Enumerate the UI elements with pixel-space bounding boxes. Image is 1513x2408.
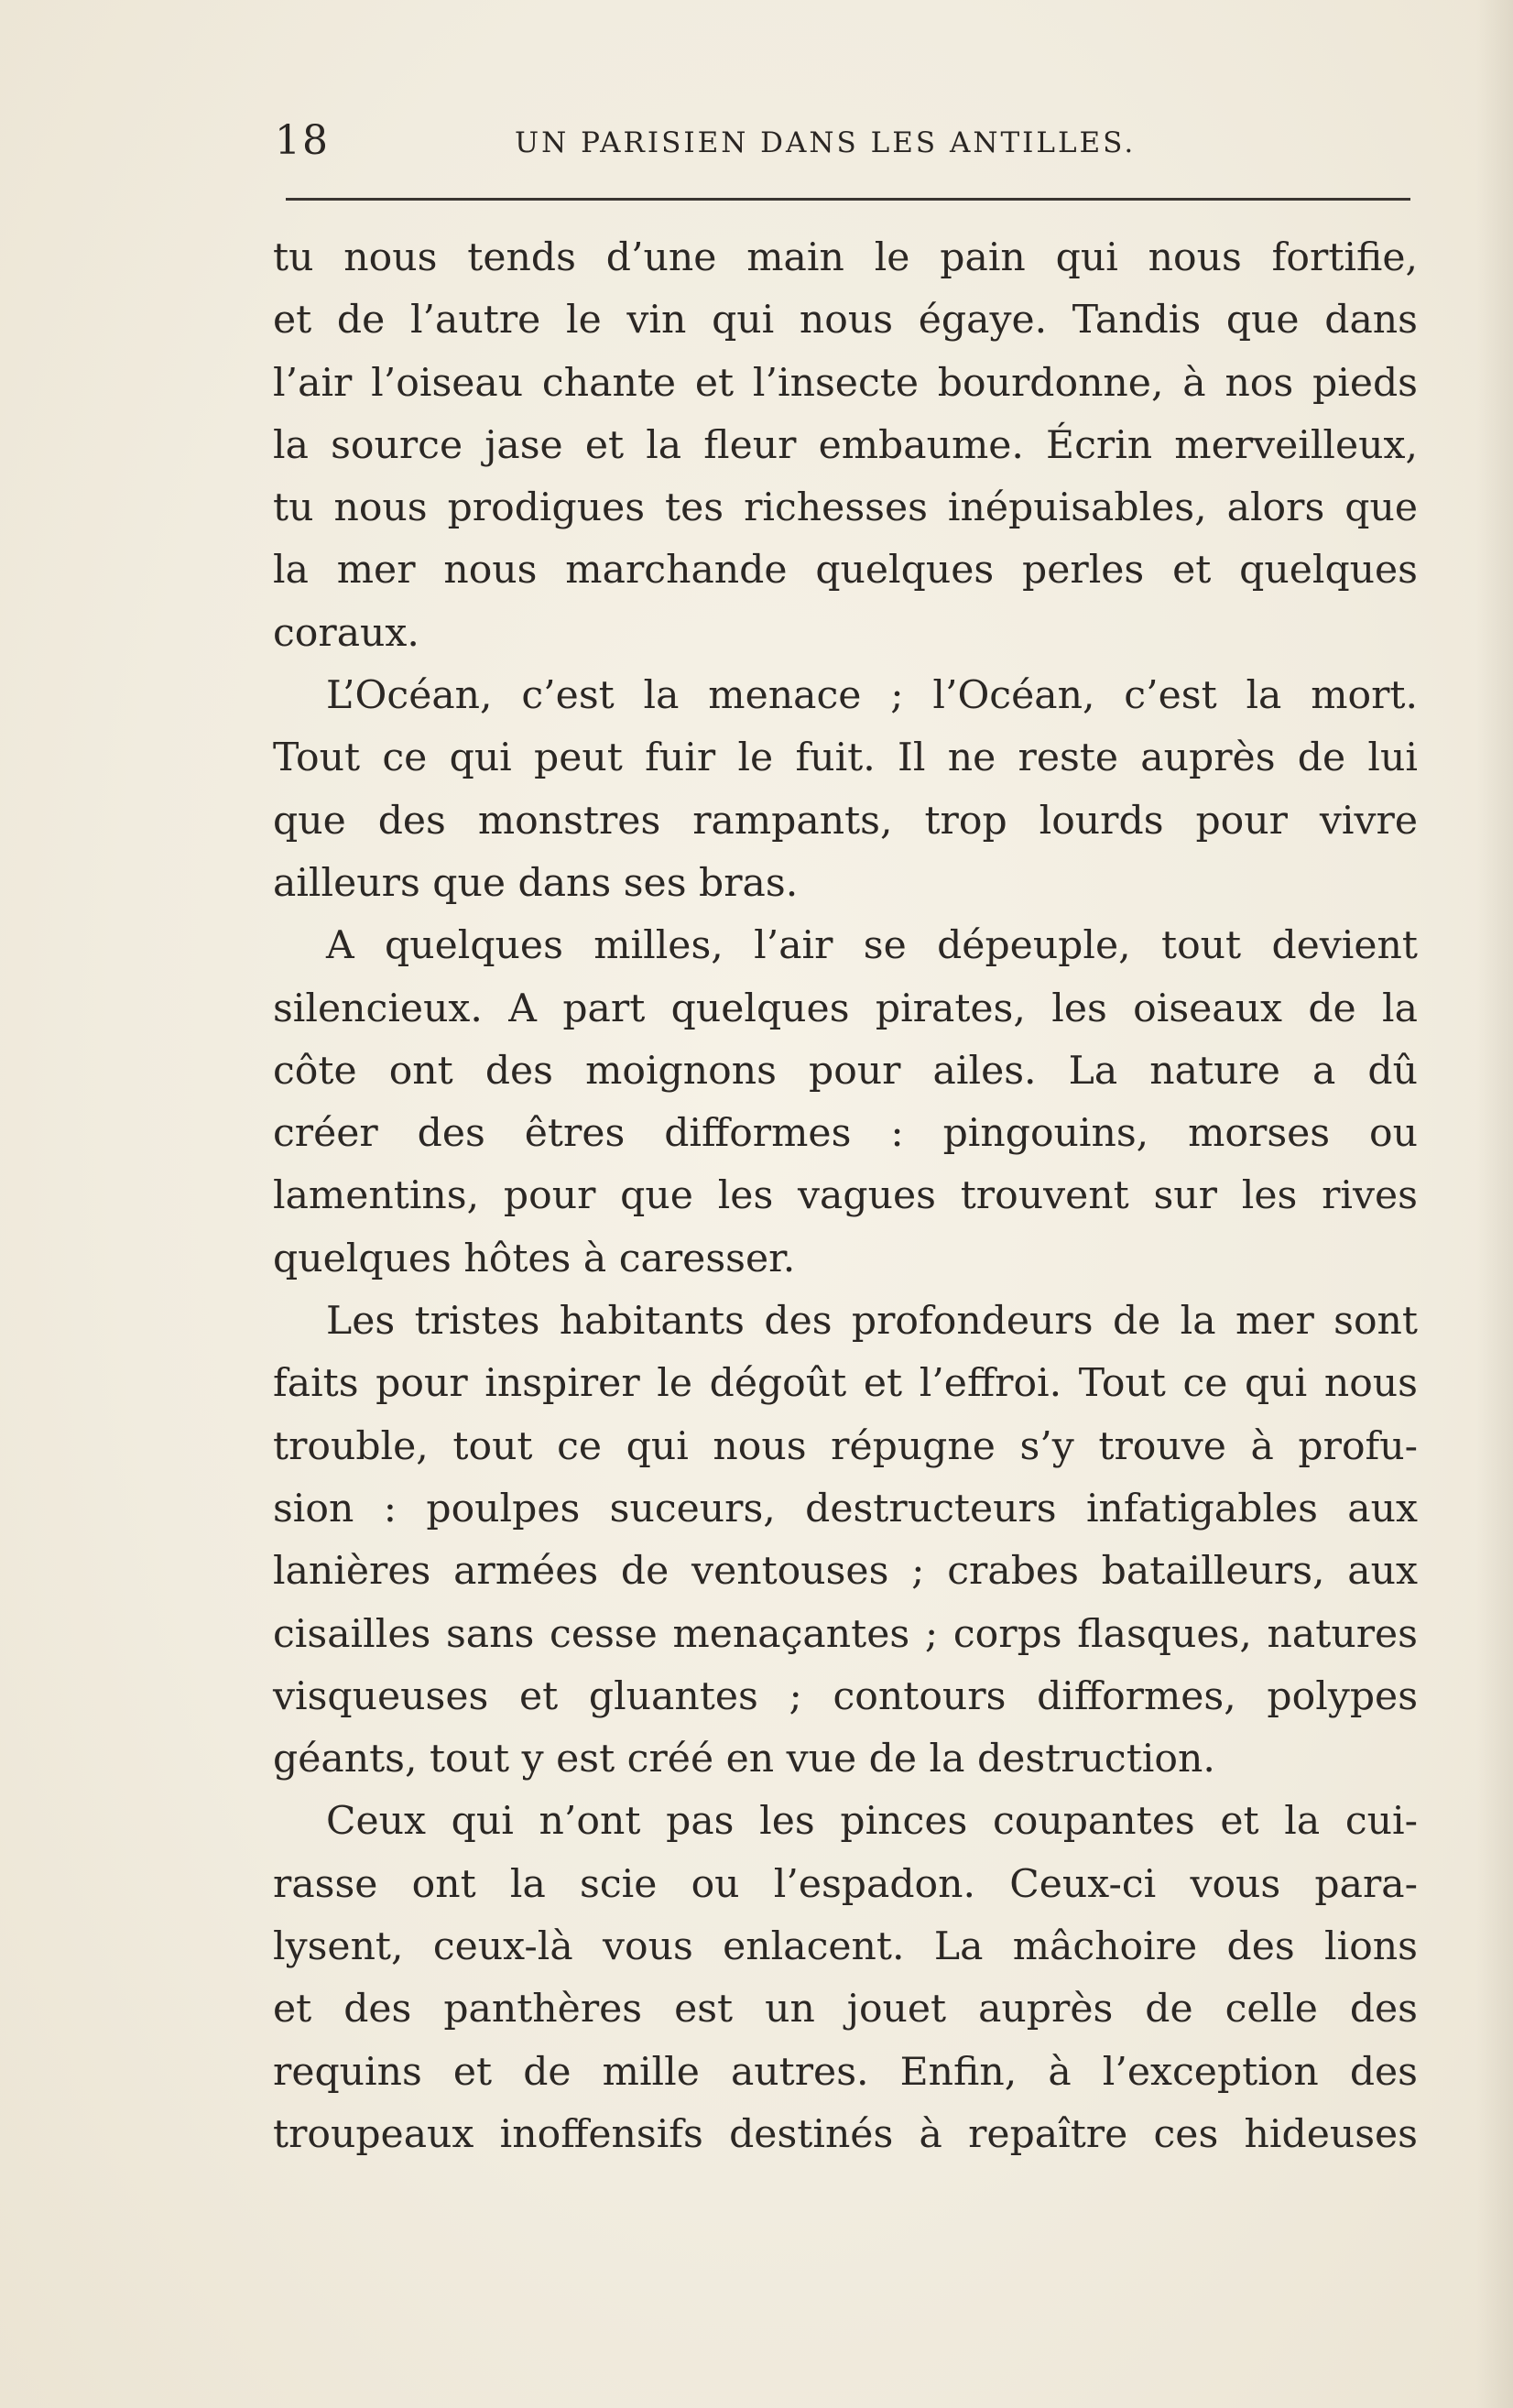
text-line: côte ont des moignons pour ailes. La nature a dû xyxy=(273,1048,1418,1094)
text-line: la source jase et la fleur embaume. Écrin merveilleux, xyxy=(273,422,1418,468)
text-line: requins et de mille autres. Enfin, à l’exception des xyxy=(273,2049,1418,2095)
text-line: lanières armées de ventouses ; crabes batailleurs, aux xyxy=(273,1549,1418,1595)
text-line: coraux. xyxy=(273,610,419,656)
text-line: et de l’autre le vin qui nous égaye. Tandis que dans xyxy=(273,298,1418,343)
text-line: ailleurs que dans ses bras. xyxy=(273,860,799,906)
text-line: visqueuses et gluantes ; contours difformes, polypes xyxy=(273,1673,1418,1719)
body-text xyxy=(273,227,1418,2166)
text-line: faits pour inspirer le dégoût et l’effroi. Tout ce qui nous xyxy=(273,1361,1418,1407)
text-line: lysent, ceux-là vous enlacent. La mâchoire des lions xyxy=(273,1924,1418,1970)
page-number: 18 xyxy=(275,117,330,164)
text-line: tu nous tends d’une main le pain qui nous fortifie, xyxy=(273,235,1418,280)
text-line: créer des êtres difformes : pingouins, morses ou xyxy=(273,1111,1418,1157)
text-line: l’air l’oiseau chante et l’insecte bourdonne, à nos pieds xyxy=(273,360,1418,406)
text-line: géants, tout y est créé en vue de la destruction. xyxy=(273,1737,1215,1782)
text-line: sion : poulpes suceurs, destructeurs infatigables aux xyxy=(273,1486,1418,1531)
text-line: et des panthères est un jouet auprès de celle des xyxy=(273,1987,1418,2032)
text-line: silencieux. A part quelques pirates, les oiseaux de la xyxy=(273,986,1418,1031)
text-line: que des monstres rampants, trop lourds pour vivre xyxy=(273,798,1418,844)
text-line: trouble, tout ce qui nous répugne s’y trouve à profu- xyxy=(273,1423,1418,1469)
text-line: troupeaux inoffensifs destinés à repaître ces hideuses xyxy=(273,2111,1418,2157)
text-line: lamentins, pour que les vagues trouvent sur les rives xyxy=(273,1173,1418,1219)
text-line: tu nous prodigues tes richesses inépuisables, alors que xyxy=(273,485,1418,531)
page-edge-shadow xyxy=(1476,0,1513,2408)
text-line: L’Océan, c’est la menace ; l’Océan, c’est la mort. xyxy=(326,673,1418,719)
text-line: quelques hôtes à caresser. xyxy=(273,1236,796,1281)
text-line: Tout ce qui peut fuir le fuit. Il ne reste auprès de lui xyxy=(273,735,1418,781)
page-header xyxy=(275,110,1420,174)
text-line: Les tristes habitants des profondeurs de la mer sont xyxy=(326,1299,1418,1345)
text-line: la mer nous marchande quelques perles et quelques xyxy=(273,548,1418,594)
text-line: Ceux qui n’ont pas les pinces coupantes et la cui- xyxy=(326,1799,1418,1845)
text-line: cisailles sans cesse menaçantes ; corps flasques, natures xyxy=(273,1611,1418,1657)
header-rule xyxy=(286,198,1410,201)
running-title: UN PARISIEN DANS LES ANTILLES. xyxy=(515,126,1137,159)
text-line: A quelques milles, l’air se dépeuple, tout devient xyxy=(326,923,1418,969)
text-line: rasse ont la scie ou l’espadon. Ceux-ci vous para- xyxy=(273,1861,1418,1907)
